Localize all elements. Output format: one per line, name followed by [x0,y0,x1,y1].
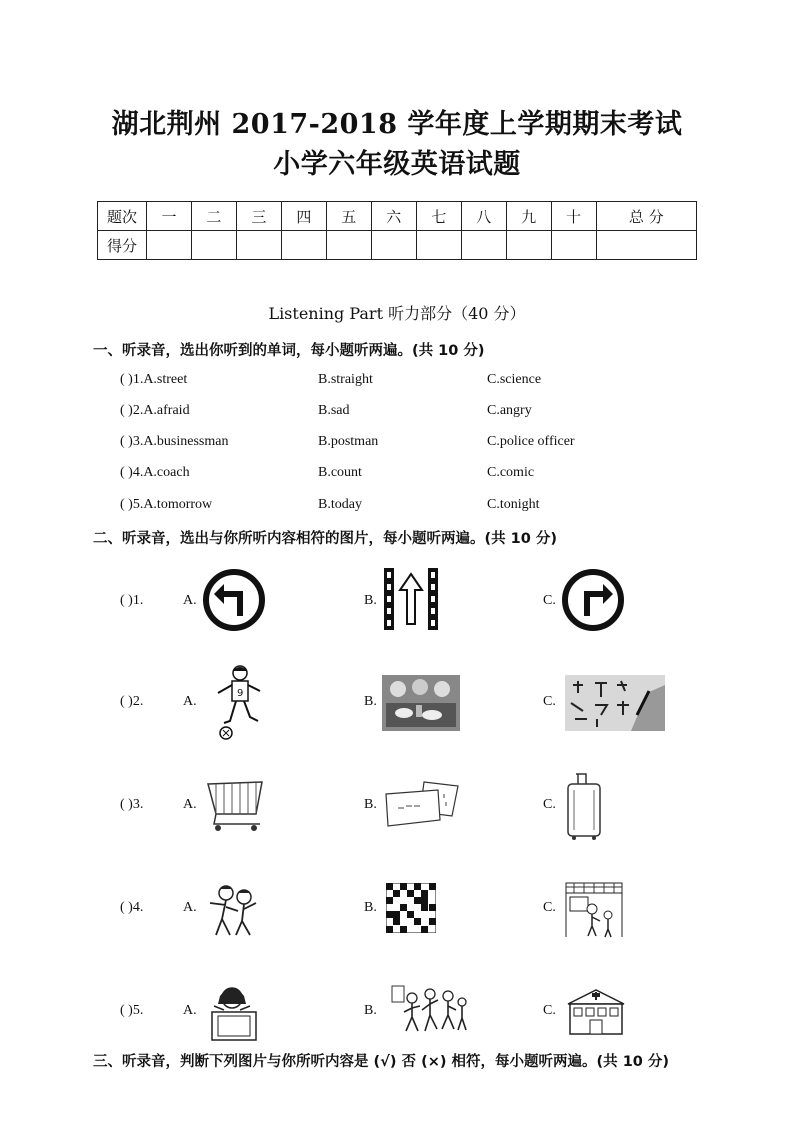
score-cell: 九 [506,202,551,231]
score-input-cell[interactable] [461,231,506,260]
score-cell: 六 [371,202,416,231]
score-cell: 七 [416,202,461,231]
option-b-label: B. [364,900,377,915]
score-table-header-row [98,202,697,231]
people-eating-dinner-icon [382,675,460,731]
score-cell: 总 分 [596,202,696,231]
score-input-cell[interactable] [371,231,416,260]
score-cell: 三 [236,202,281,231]
option-c: C.science [487,372,542,387]
question-number: ( )4.A.coach [120,465,190,480]
boy-at-station-icon [564,879,624,941]
score-cell: 得分 [98,231,147,260]
part1-title: 一、听录音，选出你听到的单词，每小题听两遍。(共 10 分) [93,343,485,359]
part2-question-1 [120,562,720,642]
question-number: ( )1. [120,593,144,608]
option-c-label: C. [543,1003,556,1018]
score-cell: 题次 [98,202,147,231]
question-number: ( )4. [120,900,144,915]
question-number: ( )1.A.street [120,372,188,387]
people-running-icon [390,984,470,1040]
option-a-label: A. [183,694,197,709]
go-straight-sign-icon [384,568,438,630]
exam-subtitle: 小学六年级英语试题 [273,149,521,180]
score-cell: 二 [191,202,236,231]
turn-right-sign-icon [561,568,625,632]
option-b: B.today [318,497,362,512]
score-cell: 八 [461,202,506,231]
question-number: ( )2. [120,694,144,709]
part2-question-2 [120,663,720,743]
option-b-label: B. [364,797,377,812]
option-b: B.postman [318,434,379,449]
option-b: B.sad [318,403,350,418]
score-cell: 十 [551,202,596,231]
option-c-label: C. [543,900,556,915]
option-a-label: A. [183,593,197,608]
svg-text:9: 9 [237,688,244,699]
option-c: C.tonight [487,497,540,512]
suitcase-icon [564,772,606,840]
option-a-label: A. [183,900,197,915]
part2-question-4 [120,869,720,949]
option-b-label: B. [364,1003,377,1018]
score-cell: 四 [281,202,326,231]
option-b-label: B. [364,694,377,709]
girl-in-window-icon [204,982,262,1042]
question-number: ( )2.A.afraid [120,403,190,418]
listening-part-title: Listening Part 听力部分（40 分） [268,304,526,323]
score-input-cell[interactable] [281,231,326,260]
option-c: C.angry [487,403,532,418]
question-number: ( )5.A.tomorrow [120,497,213,512]
question-number: ( )3.A.businessman [120,434,229,449]
score-input-cell[interactable] [416,231,461,260]
turn-left-sign-icon [202,568,266,632]
hospital-icon [566,986,626,1036]
crossword-puzzle-icon [386,883,436,933]
question-number: ( )5. [120,1003,144,1018]
score-cell: 五 [326,202,371,231]
shopping-cart-icon [204,778,266,834]
option-c-label: C. [543,694,556,709]
option-c-label: C. [543,593,556,608]
option-c-label: C. [543,797,556,812]
children-playing-icon [206,883,262,939]
option-b-label: B. [364,593,377,608]
score-input-cell[interactable] [506,231,551,260]
option-a-label: A. [183,797,197,812]
score-input-cell[interactable] [236,231,281,260]
option-b: B.count [318,465,362,480]
part2-question-3 [120,766,720,846]
exam-title: 湖北荆州 2017-2018 学年度上学期期末考试 [111,109,683,140]
score-table-score-row [98,231,697,260]
option-a-label: A. [183,1003,197,1018]
score-cell: 一 [147,202,192,231]
score-input-cell[interactable] [596,231,696,260]
question-number: ( )3. [120,797,144,812]
score-input-cell[interactable] [147,231,192,260]
score-input-cell[interactable] [191,231,236,260]
option-c: C.comic [487,465,535,480]
score-input-cell[interactable] [551,231,596,260]
part2-question-5 [120,972,720,1052]
part3-title: 三、听录音，判断下列图片与你所听内容是 (√) 否 (×) 相符，每小题听两遍。(共 10 分) [93,1054,670,1070]
part2-title: 二、听录音，选出与你所听内容相符的图片，每小题听两遍。(共 10 分) [93,531,558,547]
option-b: B.straight [318,372,373,387]
option-c: C.police officer [487,434,575,449]
movie-tickets-icon [384,780,460,830]
score-input-cell[interactable] [326,231,371,260]
score-table [97,201,697,260]
girl-playing-football-icon [212,663,264,741]
chinese-calligraphy-icon [565,675,665,731]
